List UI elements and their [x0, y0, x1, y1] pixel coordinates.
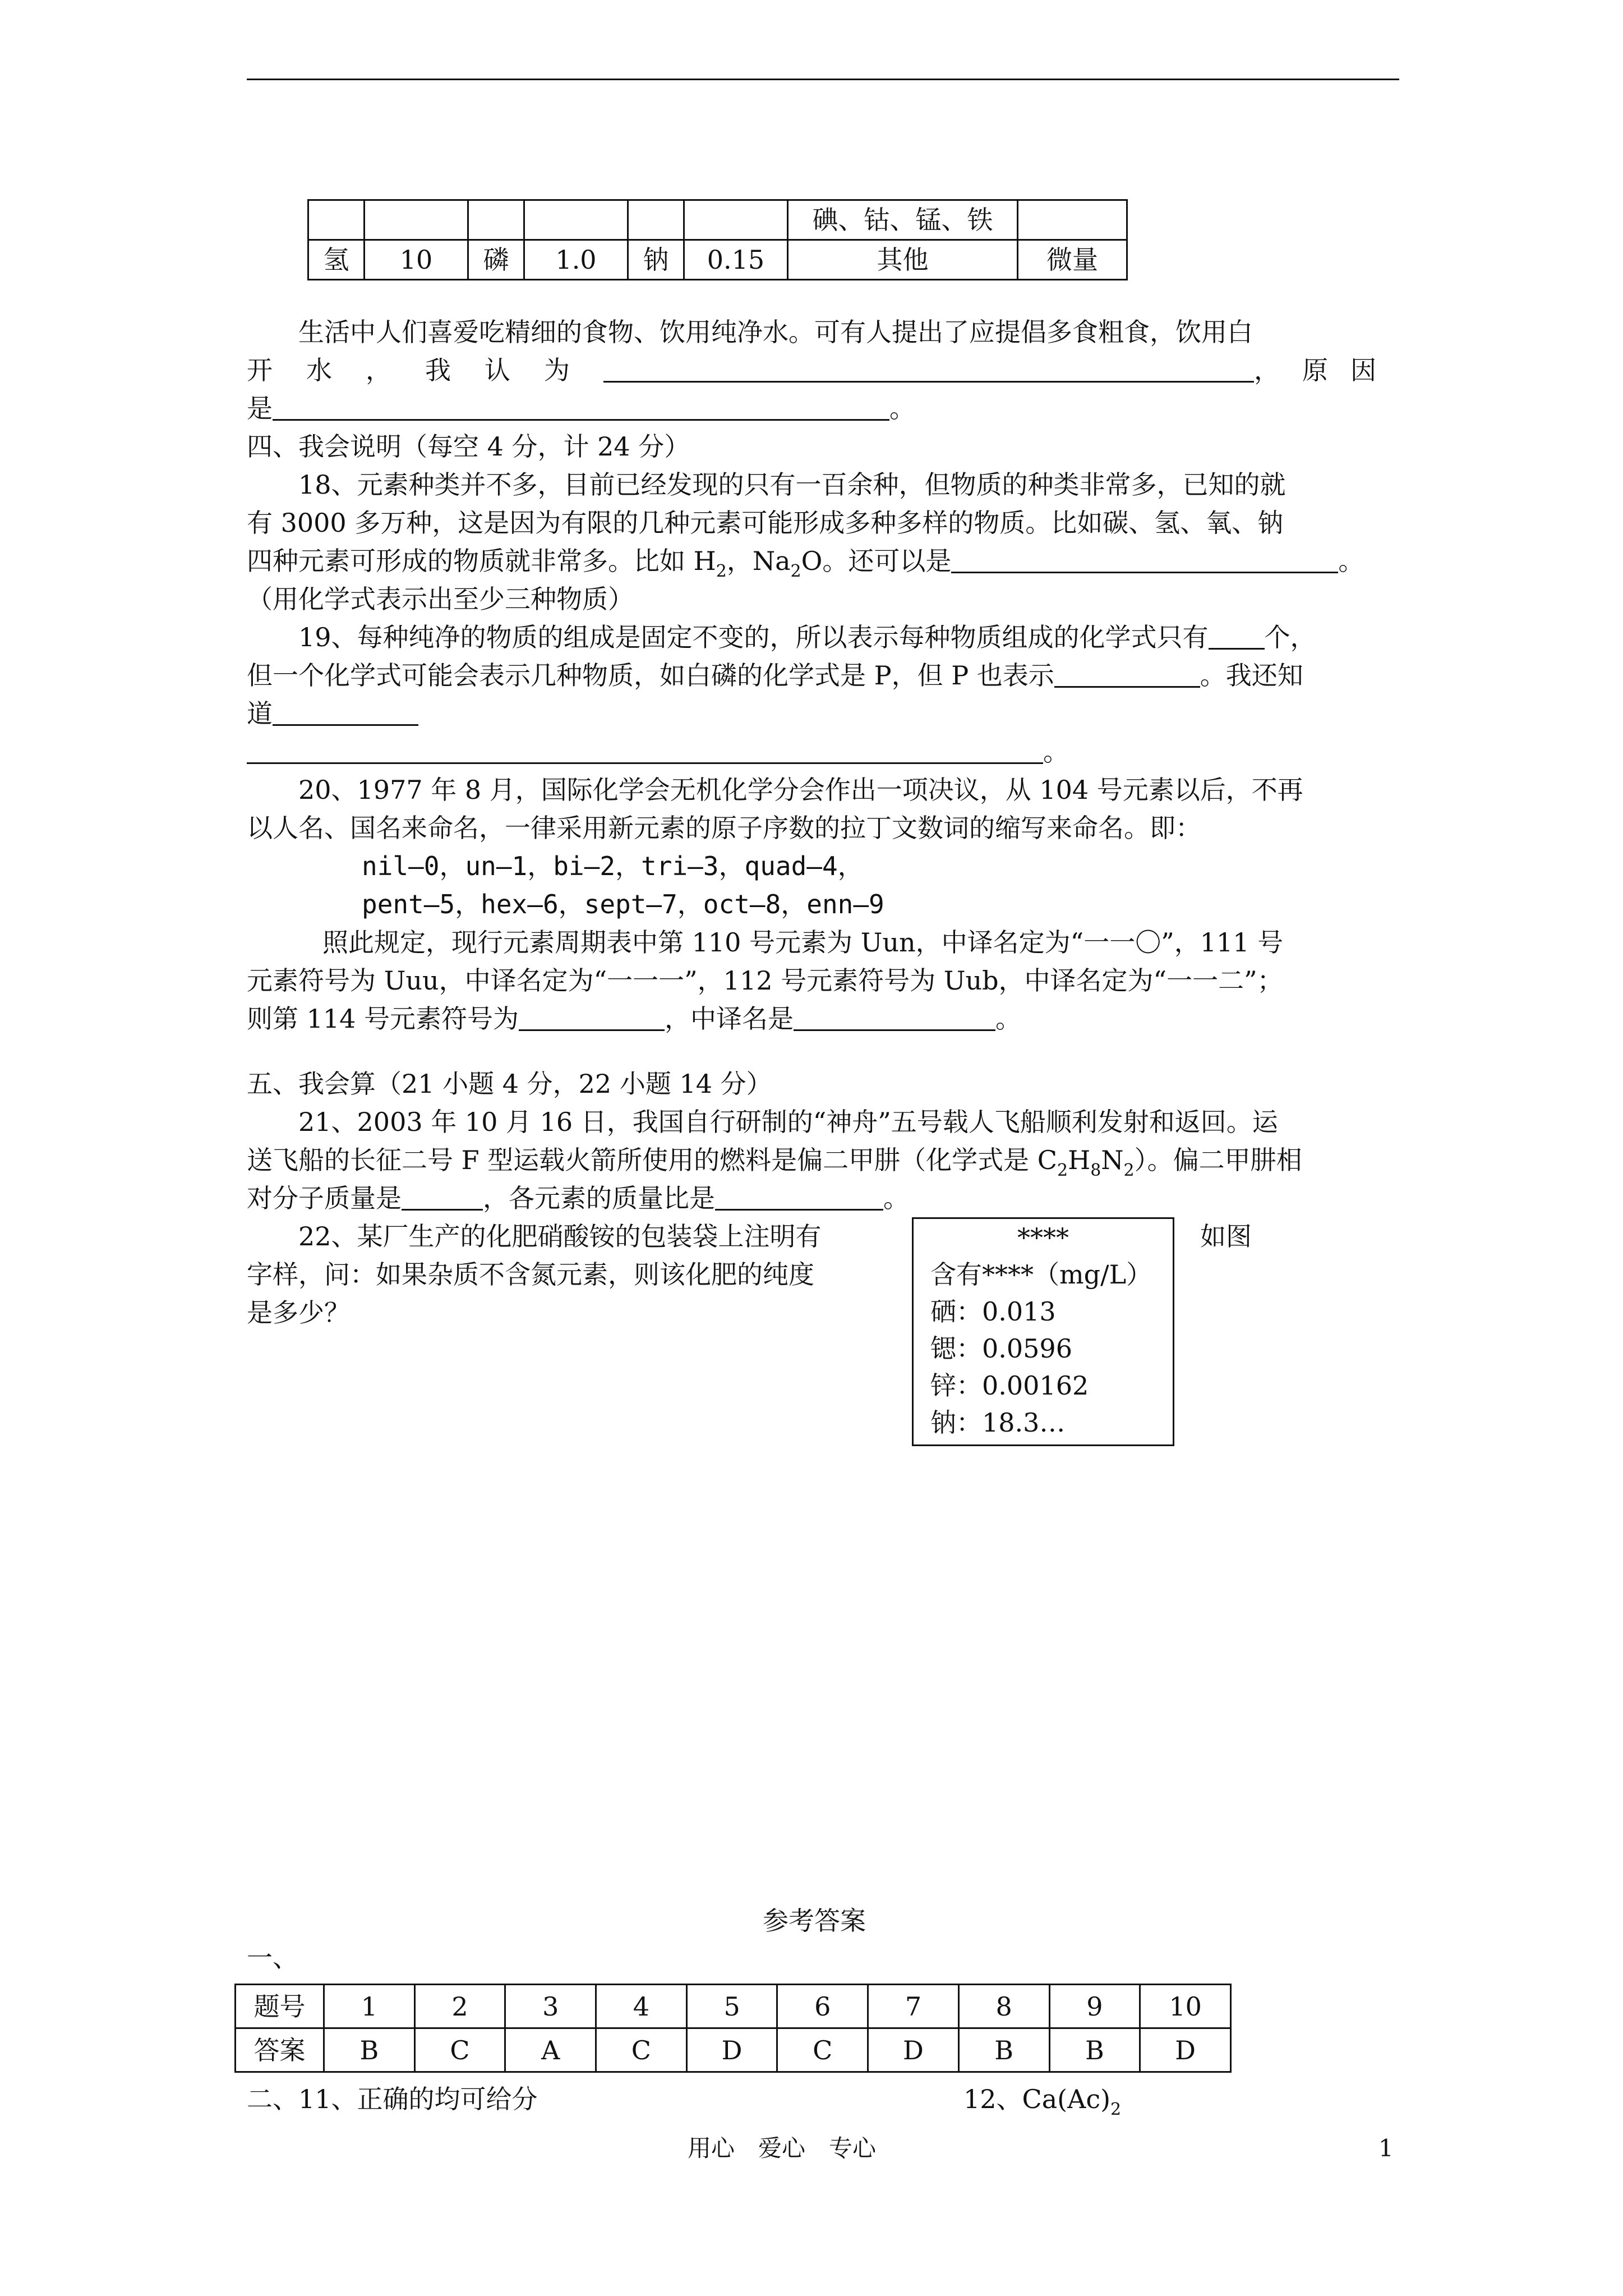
q21-text: 对分子质量是	[247, 1183, 402, 1213]
answer-blank	[273, 391, 889, 421]
table-cell: 题号	[236, 1985, 324, 2028]
q18-line2: 有 3000 多万种，这是因为有限的几种元素可能形成多种多样的物质。比如碳、氢、氧、钠	[247, 508, 1284, 538]
q20-line2: 以人名、国名来命名，一律采用新元素的原子序数的拉丁文数词的缩写来命名。即：	[247, 813, 1201, 843]
table-cell: 4	[596, 1985, 687, 2028]
answers-title: 参考答案	[763, 1906, 866, 1936]
q19-text: 。我还知	[1200, 660, 1303, 691]
q21-line1: 21、2003 年 10 月 16 日，我国自行研制的“神舟”五号载人飞船顺利发射和返回。运	[298, 1107, 1278, 1137]
section4-heading: 四、我会说明（每空 4 分，计 24 分）	[247, 431, 690, 462]
p17-text: 开水，我认为	[247, 355, 603, 385]
label-info-box	[912, 1217, 1174, 1446]
q18-line1: 18、元素种类并不多，目前已经发现的只有一百余种，但物质的种类非常多，已知的就	[298, 470, 1286, 500]
table-cell: A	[505, 2028, 596, 2072]
answers-part2-left: 二、11、正确的均可给分	[247, 2084, 538, 2114]
subscript: 8	[1090, 1161, 1101, 1180]
subscript: 2	[716, 562, 727, 581]
footer-center: 用心 爱心 专心	[688, 2134, 877, 2162]
table-row	[236, 1985, 1231, 2028]
header-rule	[247, 79, 1399, 80]
table-cell: 9	[1049, 1985, 1140, 2028]
subscript: 2	[1057, 1161, 1068, 1180]
q20-line1: 20、1977 年 8 月，国际化学会无机化学分会作出一项决议，从 104 号元素以后，不再	[298, 775, 1303, 805]
table-cell: 10	[1140, 1985, 1231, 2028]
answer-blank	[715, 1181, 883, 1211]
q21-text: H	[1068, 1145, 1091, 1175]
table-cell	[1018, 200, 1127, 240]
table-row	[308, 240, 1127, 280]
q19-text: 19、每种纯净的物质的组成是固定不变的，所以表示每种物质组成的化学式只有	[298, 622, 1209, 652]
q18-text: 。	[1338, 546, 1364, 576]
q20-line7	[247, 1000, 1021, 1038]
q22-line1: 22、某厂生产的化肥硝酸铵的包装袋上注明有	[298, 1221, 822, 1251]
q19-text: 但一个化学式可能会表示几种物质，如白磷的化学式是 P，但 P 也表示	[247, 660, 1054, 691]
q22-line1-tail: 如图	[1200, 1221, 1252, 1251]
q20-text: 。	[995, 1004, 1022, 1034]
q20-text: 则第 114 号元素符号为	[247, 1004, 519, 1034]
info-box-title: ****	[1017, 1222, 1069, 1253]
answer-blank	[951, 544, 1338, 573]
subscript: 2	[790, 562, 801, 581]
answer-table	[234, 1984, 1232, 2073]
table-cell: 磷	[468, 240, 524, 280]
table-cell: D	[868, 2028, 959, 2072]
table-cell	[628, 200, 684, 240]
table-cell	[468, 200, 524, 240]
table-cell: 0.15	[684, 240, 788, 280]
table-cell: 2	[414, 1985, 505, 2028]
table-cell: 氢	[308, 240, 365, 280]
info-box-line: 锌：0.00162	[930, 1370, 1089, 1401]
answers-text: 12、Ca(Ac)	[963, 2084, 1111, 2114]
q18-text: O。还可以是	[801, 546, 952, 576]
q18-text: ，Na	[726, 546, 791, 576]
q19-line3	[247, 694, 418, 733]
section5-heading: 五、我会算（21 小题 4 分，22 小题 14 分）	[247, 1069, 772, 1099]
table-cell: 1	[324, 1985, 415, 2028]
table-cell	[684, 200, 788, 240]
table-cell: D	[1140, 2028, 1231, 2072]
table-cell: 答案	[236, 2028, 324, 2072]
table-cell: 3	[505, 1985, 596, 2028]
q18-line4: （用化学式表示出至少三种物质）	[247, 584, 634, 614]
table-cell	[524, 200, 628, 240]
subscript: 2	[1123, 1161, 1135, 1180]
table-row	[308, 200, 1127, 240]
q18-text: 四种元素可形成的物质就非常多。比如 H	[247, 546, 716, 576]
q21-text: ，各元素的质量比是	[483, 1183, 715, 1213]
q19-text: 。	[1043, 737, 1069, 767]
p17-line3	[247, 389, 915, 427]
q20-text: ，中译名是	[665, 1004, 794, 1034]
table-cell: C	[777, 2028, 868, 2072]
q20-line5: 照此规定，现行元素周期表中第 110 号元素为 Uun，中译名定为“一一〇”，111 号	[322, 927, 1284, 958]
table-cell: 7	[868, 1985, 959, 2028]
element-content-table	[307, 199, 1128, 280]
table-cell: 碘、钴、锰、铁	[788, 200, 1018, 240]
q21-text: 送飞船的长征二号 F 型运载火箭所使用的燃料是偏二甲肼（化学式是 C	[247, 1145, 1057, 1175]
p17-text: 。	[889, 393, 915, 424]
table-cell: 微量	[1018, 240, 1127, 280]
answer-blank	[402, 1181, 483, 1211]
table-cell: C	[596, 2028, 687, 2072]
q22-line2: 字样，问：如果杂质不含氮元素，则该化肥的纯度	[247, 1259, 814, 1290]
table-cell: 10	[365, 240, 468, 280]
table-cell: B	[958, 2028, 1049, 2072]
p17-line1: 生活中人们喜爱吃精细的食物、饮用纯净水。可有人提出了应提倡多食粗食，饮用白	[298, 317, 1253, 347]
q21-line2	[247, 1141, 1302, 1179]
q21-text: ）。偏二甲肼相	[1134, 1145, 1302, 1175]
table-cell: B	[1049, 2028, 1140, 2072]
answer-blank	[794, 1001, 995, 1031]
q21-text: 。	[883, 1183, 909, 1213]
q19-line2	[247, 656, 1303, 694]
q21-text: N	[1101, 1145, 1124, 1175]
answer-blank	[1054, 658, 1200, 688]
answer-blank	[603, 353, 1254, 383]
table-cell: 钠	[628, 240, 684, 280]
info-box-line: 钠：18.3…	[930, 1407, 1066, 1438]
table-cell: 5	[686, 1985, 777, 2028]
page-number: 1	[1378, 2134, 1394, 2162]
p17-text: 是	[247, 393, 273, 424]
table-cell: 8	[958, 1985, 1049, 2028]
table-cell: 6	[777, 1985, 868, 2028]
subscript: 2	[1110, 2100, 1122, 2119]
q19-text: 道	[247, 698, 273, 729]
p17-line2	[247, 351, 1399, 389]
q22-line3: 是多少？	[247, 1297, 350, 1328]
q21-line3	[247, 1179, 909, 1217]
table-cell: D	[686, 2028, 777, 2072]
q20-line4: pent—5，hex—6，sept—7，oct—8，enn—9	[362, 889, 884, 919]
table-cell: 1.0	[524, 240, 628, 280]
q20-line6: 元素符号为 Uuu，中译名定为“一一一”，112 号元素符号为 Uub，中译名定为“一一二”；	[247, 965, 1283, 996]
answers-part1-label: 一、	[247, 1943, 298, 1973]
q19-line4	[247, 733, 1069, 771]
answer-blank	[519, 1001, 665, 1031]
info-box-line: 硒：0.013	[930, 1296, 1056, 1327]
table-cell: C	[414, 2028, 505, 2072]
q19-line1	[298, 618, 1316, 656]
table-cell	[308, 200, 365, 240]
p17-text: ，原因	[1254, 355, 1399, 385]
table-cell: B	[324, 2028, 415, 2072]
q20-line3: nil—0，un—1，bi—2，tri—3，quad—4，	[362, 851, 864, 881]
answer-blank	[273, 696, 418, 726]
table-cell	[365, 200, 468, 240]
answer-blank	[1209, 620, 1265, 650]
info-box-line: 锶：0.0596	[930, 1333, 1072, 1364]
answer-blank	[247, 734, 1043, 764]
q18-line3	[247, 542, 1364, 580]
info-box-line: 含有****（mg/L）	[930, 1259, 1152, 1290]
q19-text: 个，	[1264, 622, 1316, 652]
table-row	[236, 2028, 1231, 2072]
answers-part2-right	[963, 2080, 1121, 2118]
table-cell: 其他	[788, 240, 1018, 280]
